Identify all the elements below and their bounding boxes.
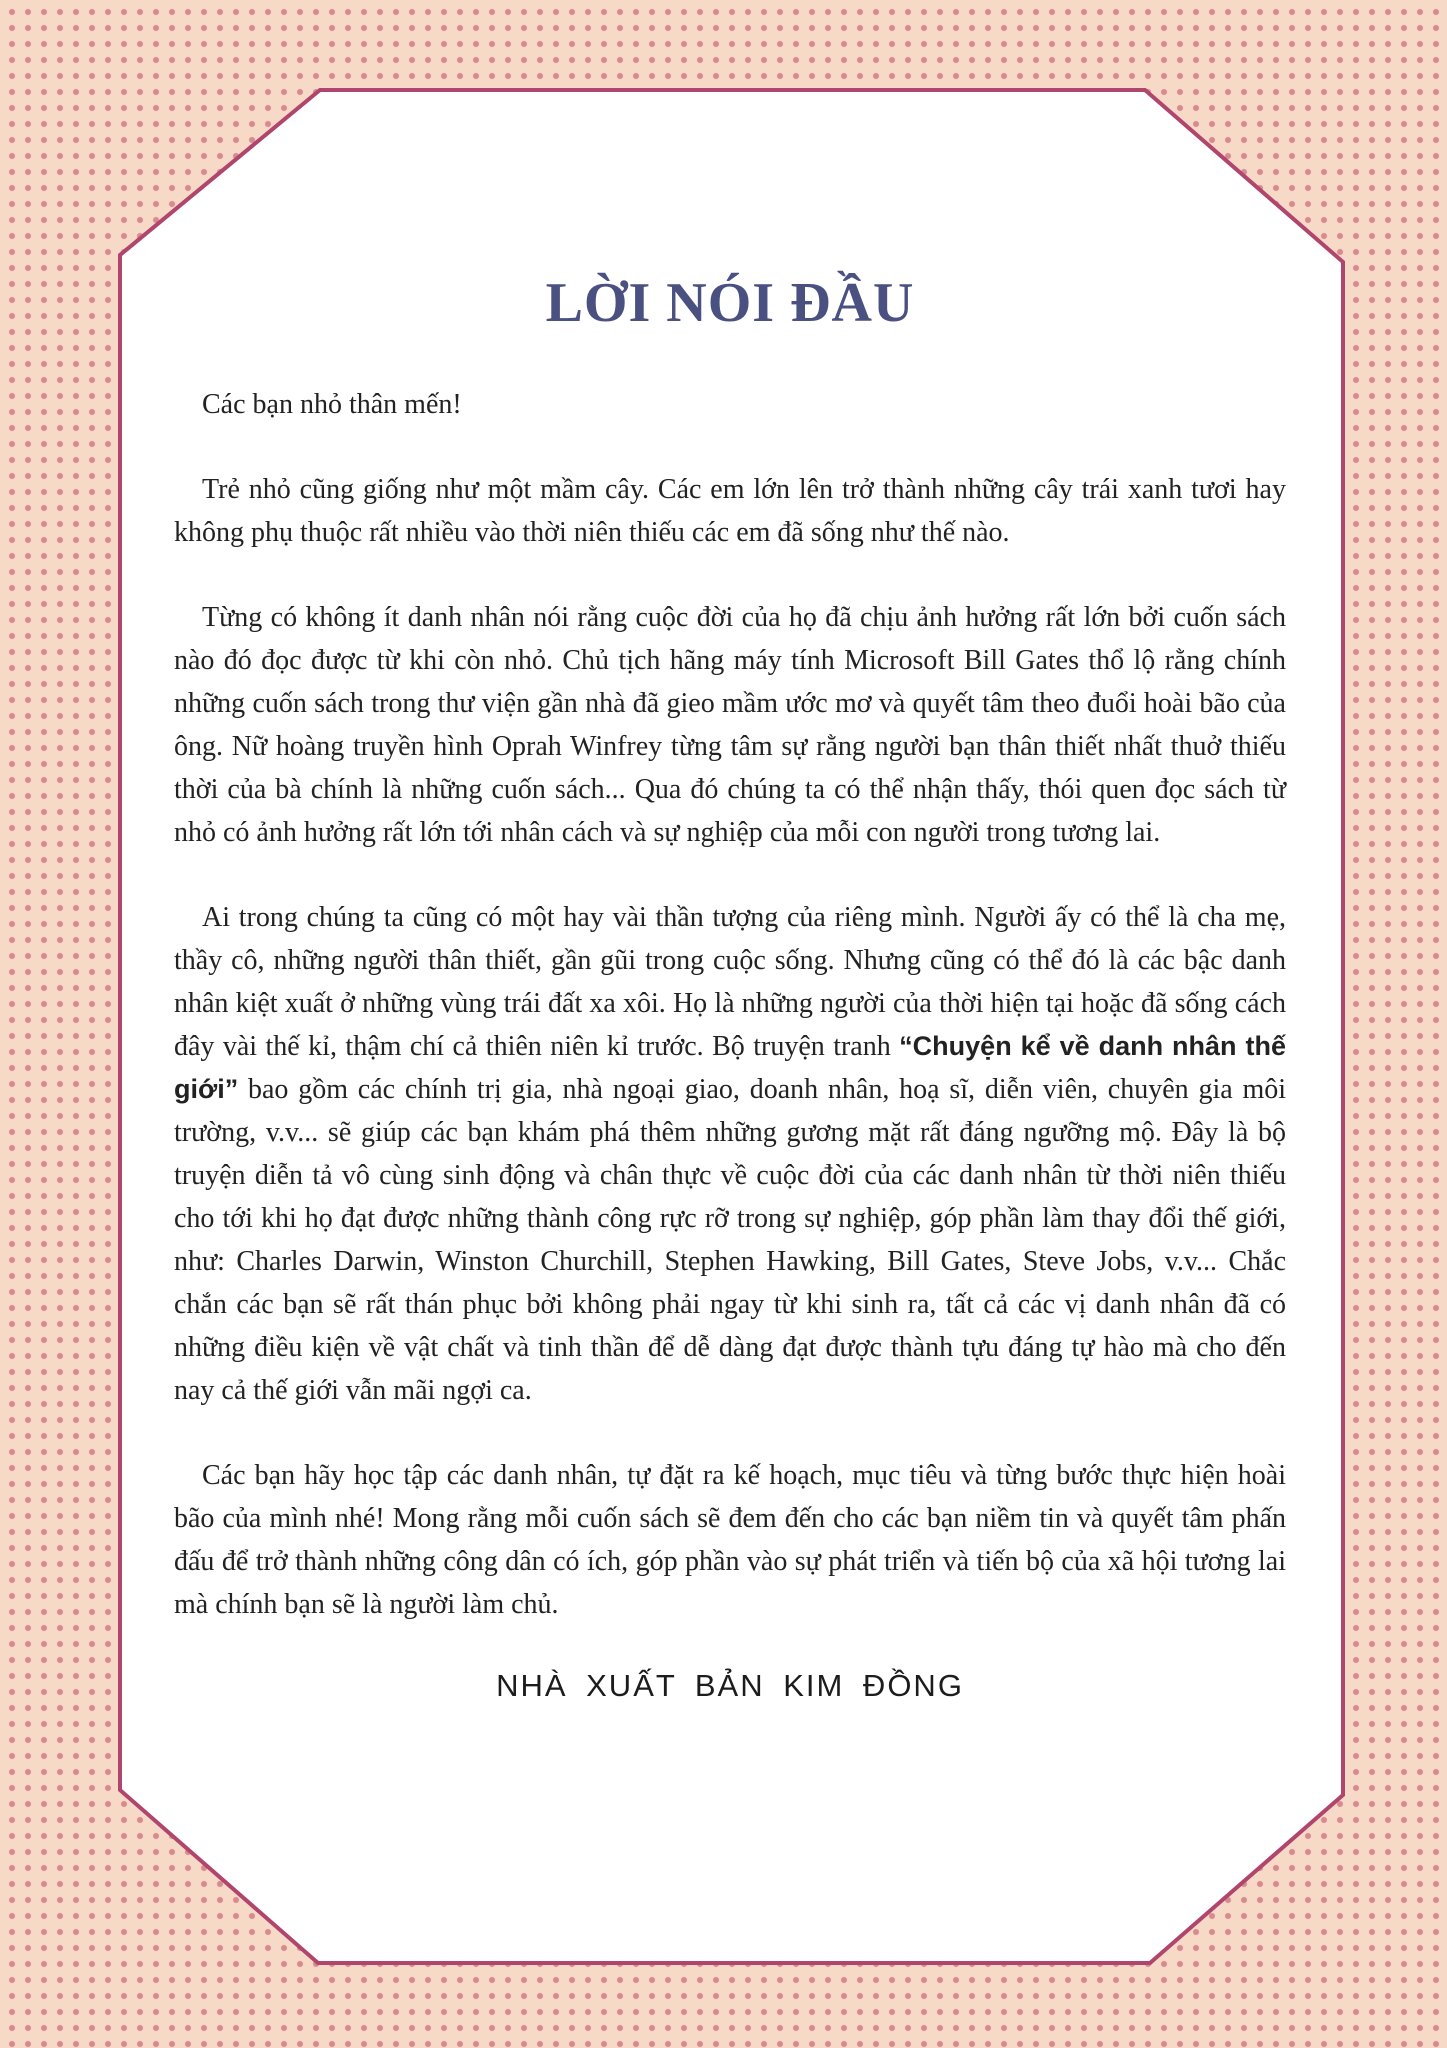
- paragraph-3-text-start: Ai trong chúng ta cũng có một hay vài thần tượng của riêng mình. Người ấy có thể là cha mẹ, thầy cô, những người thân thiết, gần gũi trong cuộc sống. Nhưng cũng có thể đó là các bậc danh nhân kiệt xuất ở những vùng trái đất xa xôi. Họ là những người của thời hiện tại hoặc đã sống cách đây vài thế kỉ, thậm chí cả thiên niên kỉ trước. Bộ truyện tranh: [174, 902, 1286, 1062]
- series-title: “Chuyện kể về danh nhân thế giới”: [174, 1031, 1286, 1104]
- paragraph-4: Các bạn hãy học tập các danh nhân, tự đặt ra kế hoạch, mục tiêu và từng bước thực hiện hoài bão của mình nhé! Mong rằng mỗi cuốn sách sẽ đem đến cho các bạn niềm tin và quyết tâm phấn đấu để trở thành những công dân có ích, góp phần vào sự phát triển và tiến bộ của xã hội tương lai mà chính bạn sẽ là người làm chủ.: [174, 1460, 1286, 1620]
- paragraph-2: Từng có không ít danh nhân nói rằng cuộc đời của họ đã chịu ảnh hưởng rất lớn bởi cuốn sách nào đó đọc được từ khi còn nhỏ. Chủ tịch hãng máy tính Microsoft Bill Gates thổ lộ rằng chính những cuốn sách trong thư viện gần nhà đã gieo mầm ước mơ và quyết tâm theo đuổi hoài bão của ông. Nữ hoàng truyền hình Oprah Winfrey từng tâm sự rằng người bạn thân thiết nhất thuở thiếu thời của bà chính là những cuốn sách... Qua đó chúng ta có thể nhận thấy, thói quen đọc sách từ nhỏ có ảnh hưởng rất lớn tới nhân cách và sự nghiệp của mỗi con người trong tương lai.: [174, 602, 1286, 848]
- publisher-signature: NHÀ XUẤT BẢN KIM ĐỒNG: [496, 1668, 964, 1703]
- paragraph-1: Trẻ nhỏ cũng giống như một mầm cây. Các em lớn lên trở thành những cây trái xanh tươi hay không phụ thuộc rất nhiều vào thời niên thiếu các em đã sống như thế nào.: [174, 474, 1286, 548]
- greeting: Các bạn nhỏ thân mến!: [202, 389, 462, 420]
- page-title: LỜI NÓI ĐẦU: [545, 272, 915, 334]
- paragraph-3: [174, 896, 1286, 1412]
- paragraph-3-text-end: bao gồm các chính trị gia, nhà ngoại giao, doanh nhân, hoạ sĩ, diễn viên, chuyên gia môi trường, v.v... sẽ giúp các bạn khám phá thêm những gương mặt rất đáng ngưỡng mộ. Đây là bộ truyện diễn tả vô cùng sinh động và chân thực về cuộc đời của các danh nhân từ thời niên thiếu cho tới khi họ đạt được những thành công rực rỡ trong sự nghiệp, góp phần làm thay đổi thế giới, như: Charles Darwin, Winston Churchill, Stephen Hawking, Bill Gates, Steve Jobs, v.v... Chắc chắn các bạn sẽ rất thán phục bởi không phải ngay từ khi sinh ra, tất cả các vị danh nhân đã có những điều kiện về vật chất và tinh thần để dễ dàng đạt được thành tựu đáng tự hào mà cho đến nay cả thế giới vẫn mãi ngợi ca.: [174, 1074, 1286, 1406]
- preface-content: [174, 272, 1286, 1704]
